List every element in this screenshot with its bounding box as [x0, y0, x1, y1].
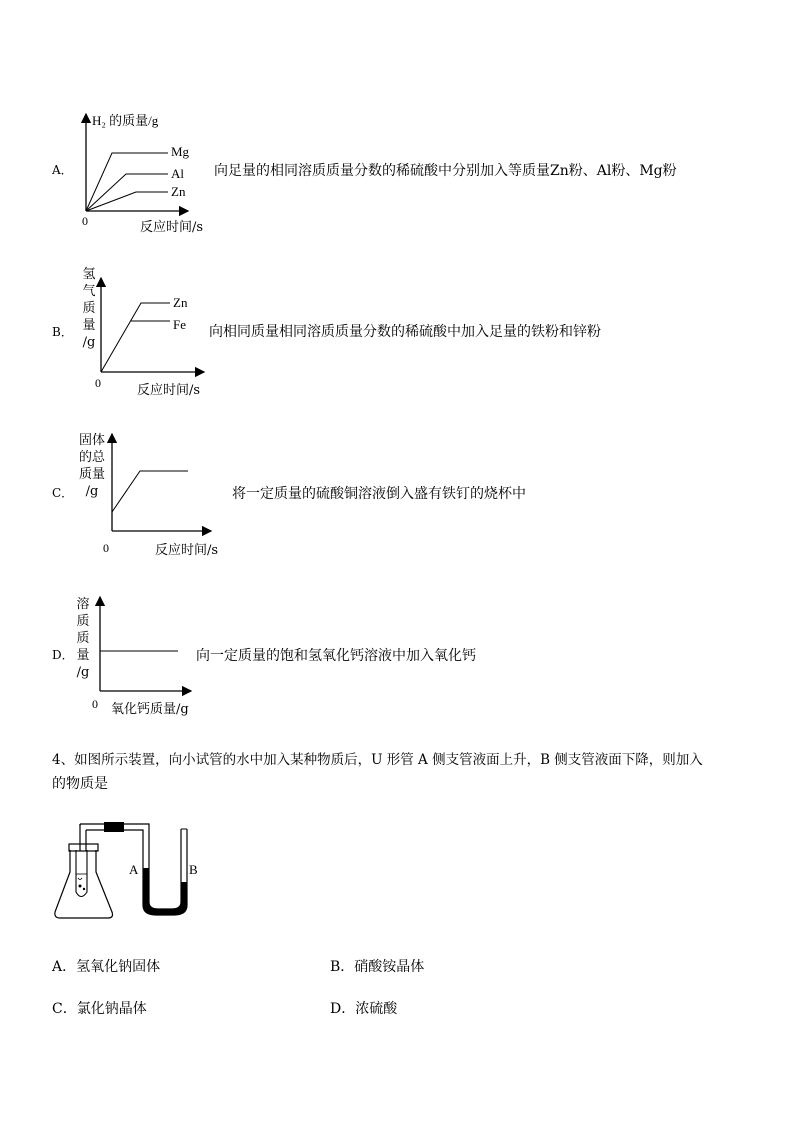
graph-c-description: 将一定质量的硫酸铜溶液倒入盛有铁钉的烧杯中	[232, 486, 526, 502]
stopper	[69, 844, 98, 851]
graph-a-xlabel: 反应时间/s	[140, 220, 204, 235]
choice-c[interactable]: C．氯化钠晶体	[52, 1001, 147, 1017]
graph-a-series-zn: Zn	[171, 184, 186, 199]
connecting-tube	[80, 824, 149, 895]
option-d-letter: D．	[52, 648, 74, 662]
choice-d[interactable]: D．浓硫酸	[330, 1001, 398, 1017]
graph-a-ylabel: H₂ 的质量/g	[92, 113, 159, 128]
flask	[55, 850, 113, 918]
graph-d-ylabel-5: /g	[76, 665, 90, 680]
graph-c-ylabel-1: 固体	[78, 433, 105, 448]
solid-particle	[83, 888, 85, 890]
graph-c-origin: 0	[103, 541, 109, 555]
choice-a[interactable]: A．氢氧化钠固体	[52, 959, 161, 975]
graph-b-series-fe: Fe	[173, 317, 186, 332]
graph-c-ylabel-3: 质量	[78, 467, 105, 482]
graph-a-origin: 0	[82, 214, 88, 228]
graph-d-ylabel-4: 量	[76, 648, 90, 663]
rubber-joint	[104, 822, 124, 832]
graph-b-ylabel-2: 气	[82, 284, 96, 299]
graph-d-xlabel: 氧化钙质量/g	[111, 702, 189, 717]
graph-d-ylabel-1: 溶	[76, 597, 90, 612]
graph-b-series-zn: Zn	[173, 295, 188, 310]
graph-b-description: 向相同质量相同溶质质量分数的稀硫酸中加入足量的铁粉和锌粉	[209, 324, 601, 340]
drip	[78, 878, 82, 880]
small-test-tube	[76, 850, 87, 897]
option-b-letter: B．	[52, 325, 73, 339]
solid-particle	[79, 885, 82, 888]
graph-c-ylabel-4: /g	[85, 484, 99, 499]
graph-c-xlabel: 反应时间/s	[155, 543, 219, 558]
u-tube-label-b: B	[189, 862, 198, 877]
graph-c-ylabel-2: 的总	[78, 450, 105, 465]
question-4-stem-line1: 4、如图所示装置，向小试管的水中加入某种物质后，U 形管 A 侧支管液面上升，B 侧支管液面下降，则加入	[52, 752, 703, 768]
u-tube-inner	[149, 829, 181, 909]
graph-d-ylabel-3: 质	[76, 631, 90, 646]
question-4-stem-line2: 的物质是	[52, 776, 108, 792]
graph-b-xlabel: 反应时间/s	[137, 383, 201, 398]
graph-d-description: 向一定质量的饱和氢氧化钙溶液中加入氧化钙	[196, 648, 476, 664]
graph-a-series-mg: Mg	[171, 144, 190, 159]
choice-b[interactable]: B．硝酸铵晶体	[330, 959, 425, 975]
graph-b-ylabel-4: 量	[82, 318, 96, 333]
graph-b-ylabel-5: /g	[82, 335, 96, 350]
graph-a-series-al: Al	[171, 166, 184, 181]
graph-b-ylabel-1: 氢	[82, 267, 96, 282]
graph-b-ylabel-3: 质	[82, 301, 96, 316]
graph-a-description: 向足量的相同溶质质量分数的稀硫酸中分别加入等质量Zn粉、Al粉、Mg粉	[214, 163, 677, 179]
option-a-letter: A．	[52, 163, 73, 177]
graph-d-origin: 0	[92, 697, 98, 711]
u-tube-label-a: A	[129, 862, 139, 877]
option-c-letter: C．	[52, 486, 74, 500]
graph-d-ylabel-2: 质	[76, 614, 90, 629]
graph-b-origin: 0	[95, 376, 101, 390]
